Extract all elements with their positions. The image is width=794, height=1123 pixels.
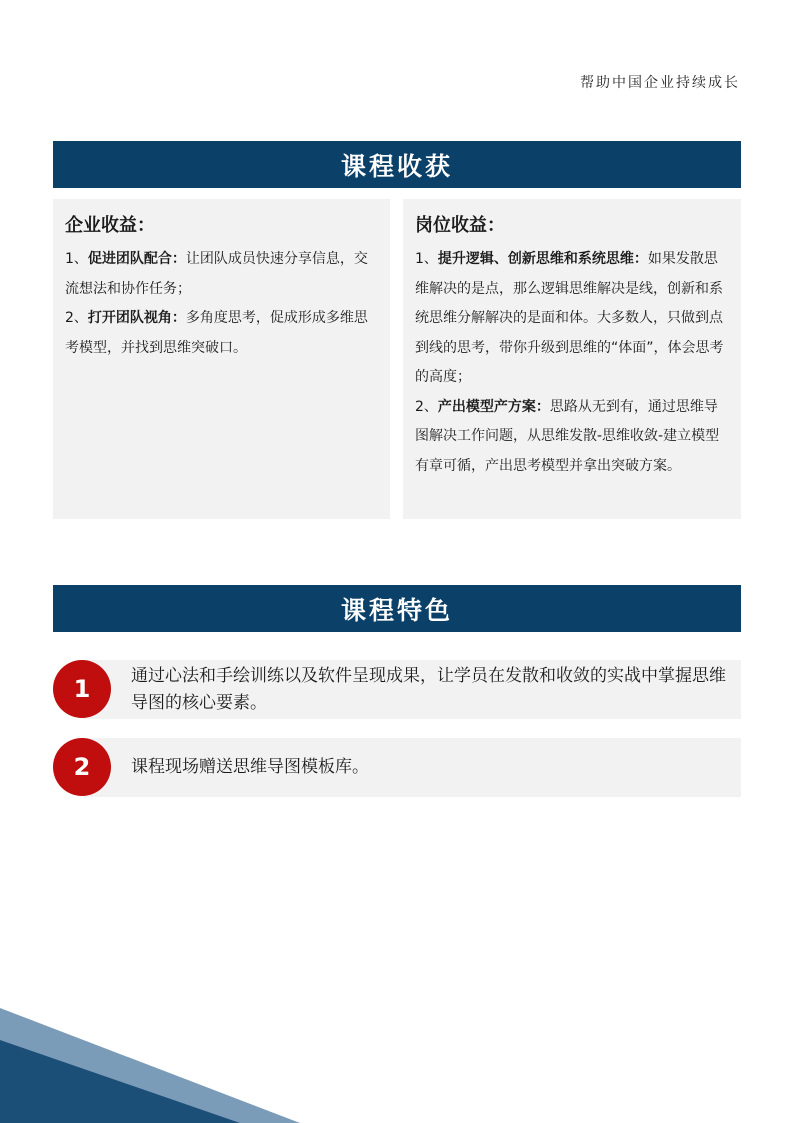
- feature-number-badge: 1: [53, 660, 111, 718]
- section-title-features: 课程特色: [340, 595, 453, 625]
- item-prefix: 1、: [415, 251, 438, 267]
- feature-text: 通过心法和手绘训练以及软件呈现成果，让学员在发散和收敛的实战中掌握思维导图的核心要素。: [131, 666, 726, 713]
- section-banner-features: [53, 585, 741, 632]
- section-banner-gains: [53, 141, 741, 188]
- item-heading: 促进团队配合：: [87, 251, 186, 267]
- position-benefit-item: [415, 393, 729, 482]
- corner-decoration: [0, 1008, 310, 1123]
- feature-text: 课程现场赠送思维导图模板库。: [131, 757, 369, 777]
- feature-item: [53, 738, 741, 797]
- enterprise-benefits-title: 企业收益：: [65, 215, 155, 236]
- header-tagline: 帮助中国企业持续成长: [580, 75, 740, 91]
- item-prefix: 1、: [65, 251, 88, 267]
- enterprise-benefit-item: [65, 245, 378, 304]
- item-text: 多角度思考，促成形成多维思考模型，并找到思维突破口。: [65, 310, 368, 356]
- enterprise-benefit-item: [65, 304, 378, 363]
- feature-number-badge: 2: [53, 738, 111, 796]
- item-heading: 打开团队视角：: [87, 310, 186, 326]
- position-benefits-title: 岗位收益：: [415, 215, 505, 236]
- item-heading: 产出模型产方案：: [437, 398, 550, 415]
- item-text: 如果发散思维解决的是点，那么逻辑思维解决是线，创新和系统思维分解解决的是面和体。大多数人，只做到点到线的思考，带你升级到思维的“体面”，体会思考的高度；: [415, 251, 724, 385]
- item-heading: 提升逻辑、创新思维和系统思维：: [437, 251, 648, 267]
- position-benefits-card: [403, 199, 741, 519]
- enterprise-benefits-card: [53, 199, 390, 519]
- position-benefit-item: [415, 245, 729, 393]
- item-prefix: 2、: [415, 398, 438, 415]
- section-title-gains: 课程收获: [340, 151, 453, 181]
- feature-item: [53, 660, 741, 719]
- item-text: 让团队成员快速分享信息，交流想法和协作任务；: [65, 251, 368, 297]
- item-text: 思路从无到有，通过思维导图解决工作问题，从思维发散-思维收敛-建立模型有章可循，产出思考模型并拿出突破方案。: [415, 398, 720, 474]
- item-prefix: 2、: [65, 310, 88, 326]
